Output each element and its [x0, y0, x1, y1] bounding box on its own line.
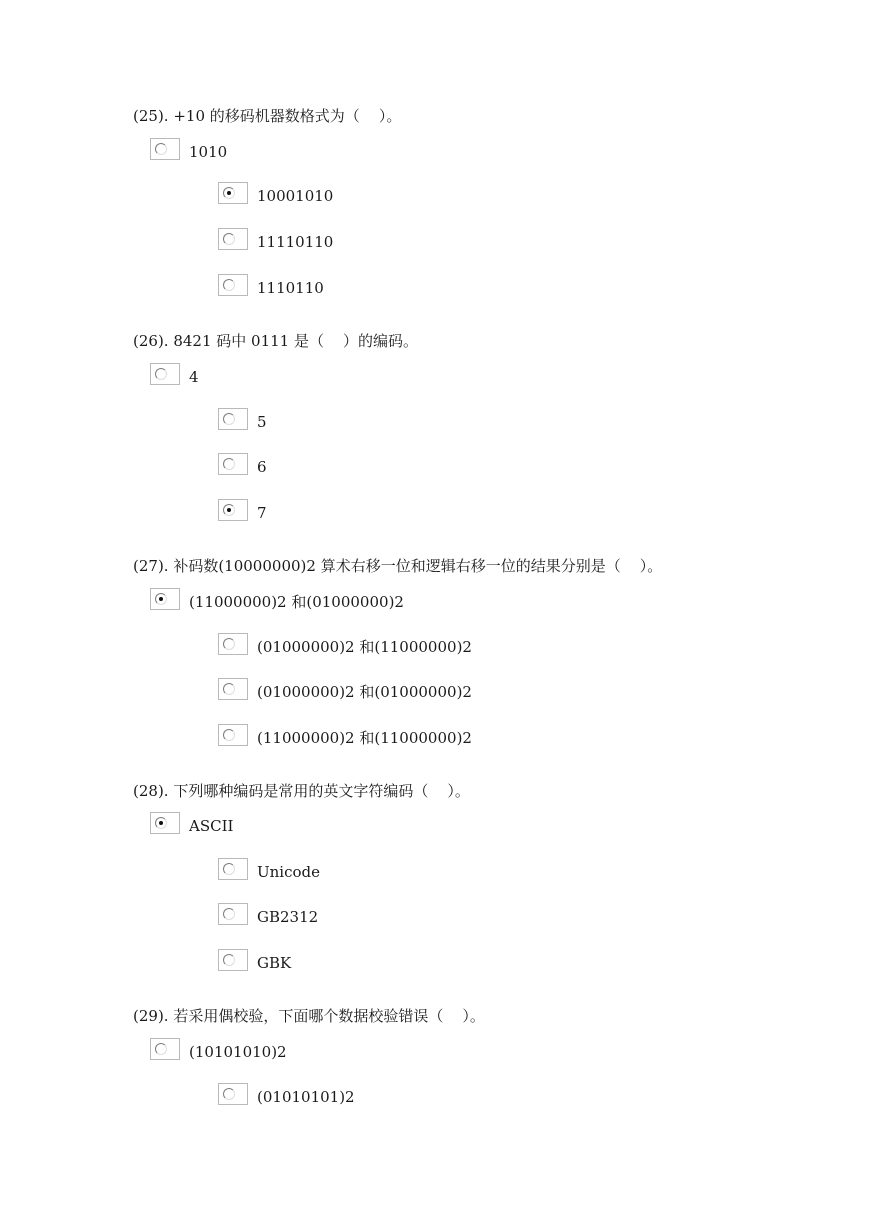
option-label: (10101010)2: [189, 1043, 287, 1061]
radio-button-selected[interactable]: [155, 817, 167, 829]
option-label: Unicode: [257, 863, 321, 881]
radio-button[interactable]: [155, 1043, 167, 1055]
radio-button[interactable]: [223, 863, 235, 875]
option-frame: [150, 588, 180, 610]
option-label: (01000000)2 和(01000000)2: [257, 683, 472, 701]
option-label: GBK: [257, 954, 292, 972]
question-25-text: (25). +10 的移码机器数格式为（ ）。: [133, 107, 402, 125]
radio-button-selected[interactable]: [223, 187, 235, 199]
radio-button[interactable]: [223, 954, 235, 966]
option-label: 1110110: [257, 279, 324, 297]
question-29-text: (29). 若采用偶校验，下面哪个数据校验错误（ ）。: [133, 1007, 485, 1025]
option-frame: [218, 678, 248, 700]
option-label: ASCII: [189, 817, 234, 835]
question-27-text: (27). 补码数(10000000)2 算术右移一位和逻辑右移一位的结果分别是（ ）。: [133, 557, 663, 575]
radio-button[interactable]: [223, 729, 235, 741]
radio-button[interactable]: [223, 1088, 235, 1100]
option-label: 7: [257, 504, 267, 522]
option-label: 10001010: [257, 187, 334, 205]
option-frame: [218, 182, 248, 204]
radio-button[interactable]: [223, 458, 235, 470]
radio-button[interactable]: [223, 279, 235, 291]
radio-button[interactable]: [223, 908, 235, 920]
radio-button-selected[interactable]: [223, 504, 235, 516]
option-frame: [218, 228, 248, 250]
radio-button[interactable]: [155, 143, 167, 155]
option-label: (01010101)2: [257, 1088, 355, 1106]
option-frame: [218, 499, 248, 521]
option-frame: [218, 408, 248, 430]
option-frame: [218, 858, 248, 880]
option-frame: [218, 1083, 248, 1105]
option-label: 4: [189, 368, 199, 386]
question-28-text: (28). 下列哪种编码是常用的英文字符编码（ ）。: [133, 782, 470, 800]
option-frame: [218, 453, 248, 475]
option-label: 11110110: [257, 233, 334, 251]
radio-button[interactable]: [155, 368, 167, 380]
radio-button[interactable]: [223, 638, 235, 650]
option-label: (11000000)2 和(01000000)2: [189, 593, 404, 611]
option-label: 5: [257, 413, 267, 431]
radio-button[interactable]: [223, 413, 235, 425]
option-label: (01000000)2 和(11000000)2: [257, 638, 472, 656]
option-frame: [218, 724, 248, 746]
option-frame: [150, 138, 180, 160]
option-frame: [218, 903, 248, 925]
option-label: (11000000)2 和(11000000)2: [257, 729, 472, 747]
option-frame: [150, 812, 180, 834]
option-frame: [218, 633, 248, 655]
option-frame: [150, 1038, 180, 1060]
radio-button[interactable]: [223, 683, 235, 695]
option-label: 6: [257, 458, 267, 476]
option-frame: [218, 949, 248, 971]
option-label: 1010: [189, 143, 228, 161]
radio-button-selected[interactable]: [155, 593, 167, 605]
radio-button[interactable]: [223, 233, 235, 245]
question-26-text: (26). 8421 码中 0111 是（ ）的编码。: [133, 332, 419, 350]
option-frame: [150, 363, 180, 385]
option-label: GB2312: [257, 908, 319, 926]
option-frame: [218, 274, 248, 296]
